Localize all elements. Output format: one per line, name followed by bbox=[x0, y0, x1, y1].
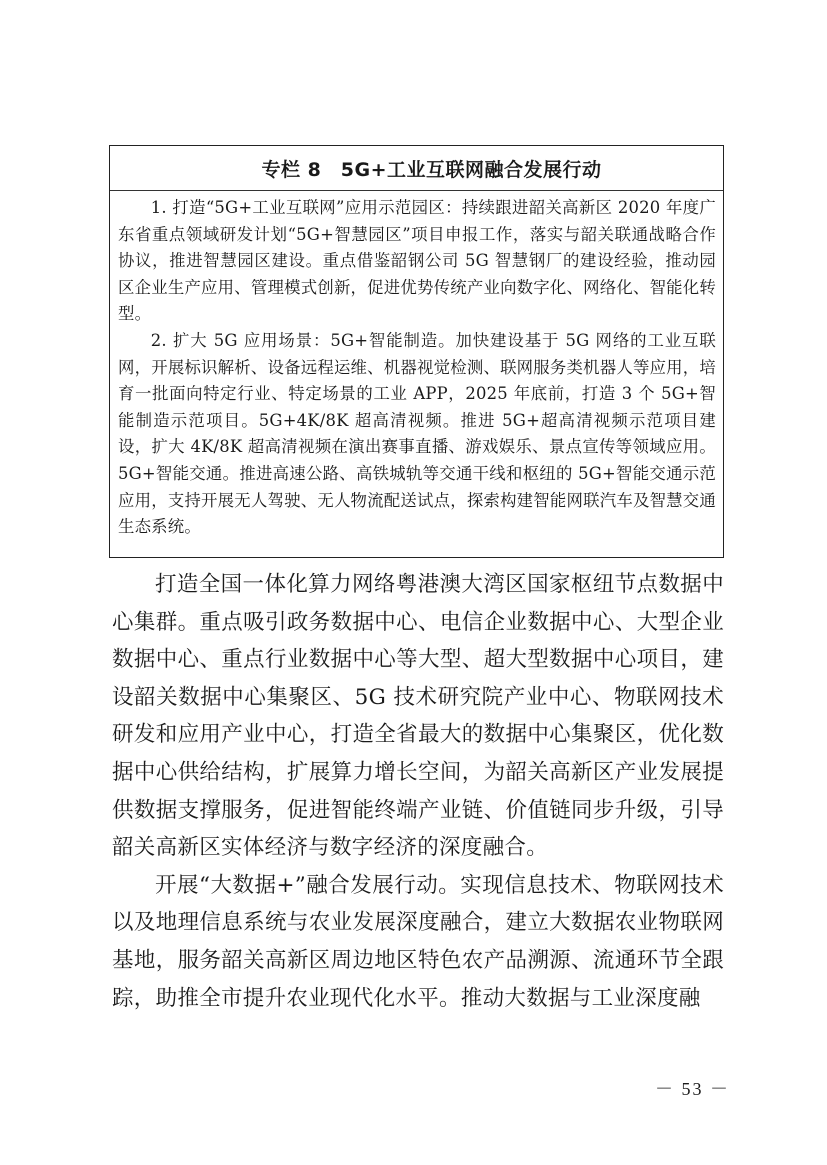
box-paragraph-2: 2. 扩大 5G 应用场景：5G+智能制造。加快建设基于 5G 网络的工业互联网，开展标识解析、设备远程运维、机器视觉检测、联网服务类机器人等应用，培育一批面向特定行业、特定场景的工业 APP，2025 年底前，打造 3 个 5G+智能制造示范项目。5G+4K/8K 超高清视频。推进 5G+超高清视频示范项目建设，扩大 4K/8K 超高清视频在演出赛事直播、游戏娱乐、景点宣传等领域应用。5G+智能交通。推进高速公路、高铁城轨等交通干线和枢纽的 5G+智能交通示范应用，支持开展无人驾驶、无人物流配送试点，探索构建智能网联汽车及智慧交通生态系统。 bbox=[118, 330, 716, 537]
body-paragraph-1: 打造全国一体化算力网络粤港澳大湾区国家枢纽节点数据中心集群。重点吸引政务数据中心、电信企业数据中心、大型企业数据中心、重点行业数据中心等大型、超大型数据中心项目，建设韶关数据中心集聚区、5G 技术研究院产业中心、物联网技术研发和应用产业中心，打造全省最大的数据中心集聚区，优化数据中心供给结构，扩展算力增长空间，为韶关高新区产业发展提供数据支撑服务，促进智能终端产业链、价值链同步升级，引导韶关高新区实体经济与数字经济的深度融合。 bbox=[112, 572, 724, 861]
box-body bbox=[110, 191, 723, 541]
page-number: － 53 － bbox=[655, 1079, 730, 1099]
box-paragraph-1: 1. 打造“5G+工业互联网”应用示范园区：持续跟进韶关高新区 2020 年度广东省重点领域研发计划“5G+智慧园区”项目申报工作，落实与韶关联通战略合作协议，推进智慧园区建设。重点借鉴韶钢公司 5G 智慧钢厂的建设经验，推动园区企业生产应用、管理模式创新，促进优势传统产业向数字化、网络化、智能化转型。 bbox=[118, 198, 716, 324]
body-paragraph-2: 开展“大数据+”融合发展行动。实现信息技术、物联网技术以及地理信息系统与农业发展深度融合，建立大数据农业物联网基地，服务韶关高新区周边地区特色农产品溯源、流通环节全跟踪，助推全市提升农业现代化水平。推动大数据与工业深度融 bbox=[112, 872, 724, 1011]
sidebar-box-column-8 bbox=[109, 145, 724, 558]
main-text bbox=[112, 566, 724, 1017]
box-title: 专栏 8 5G+工业互联网融合发展行动 bbox=[110, 146, 723, 191]
